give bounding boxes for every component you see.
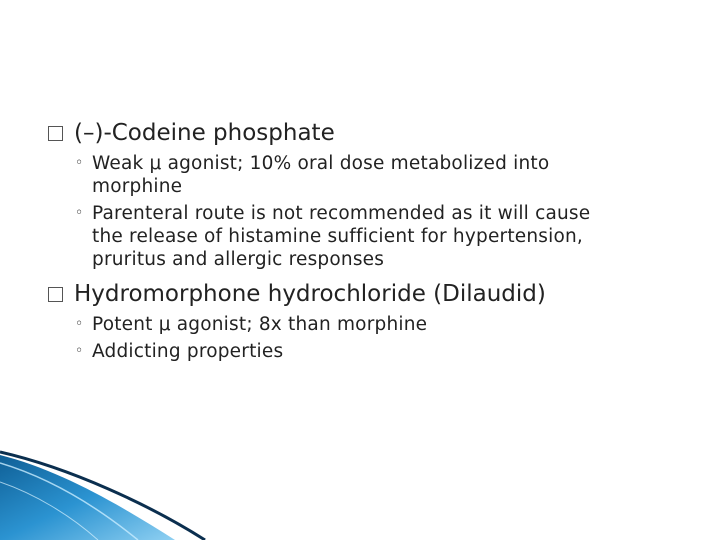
heading-bullet-codeine <box>48 118 698 148</box>
sub-bullet-line: the release of histamine sufficient for hypertension, <box>92 226 584 247</box>
bullet-ring-icon: ◦ <box>75 316 84 332</box>
bullet-ring-icon: ◦ <box>75 205 84 221</box>
bullet-ring-icon: ◦ <box>75 343 84 359</box>
sub-bullet <box>48 313 698 336</box>
sub-bullet-line: Parenteral route is not recommended as it will cause <box>92 203 591 224</box>
sub-bullet-line: pruritus and allergic responses <box>92 249 385 270</box>
sub-bullet <box>48 340 698 363</box>
bullet-box-icon <box>48 287 63 302</box>
sub-bullet <box>48 152 698 198</box>
sub-bullet <box>48 202 698 271</box>
heading-bullet-hydromorphone <box>48 279 698 309</box>
sub-bullet-line: Potent μ agonist; 8x than morphine <box>92 314 428 335</box>
bullet-box-icon <box>48 126 63 141</box>
heading-text: (–)-Codeine phosphate <box>74 120 335 146</box>
bullet-list <box>48 118 698 363</box>
heading-text: Hydromorphone hydrochloride (Dilaudid) <box>74 281 546 307</box>
bullet-ring-icon: ◦ <box>75 155 84 171</box>
sub-bullet-line: Addicting properties <box>92 341 284 362</box>
sub-bullet-line: Weak μ agonist; 10% oral dose metabolized into <box>92 153 550 174</box>
sub-bullet-line: morphine <box>92 176 183 197</box>
